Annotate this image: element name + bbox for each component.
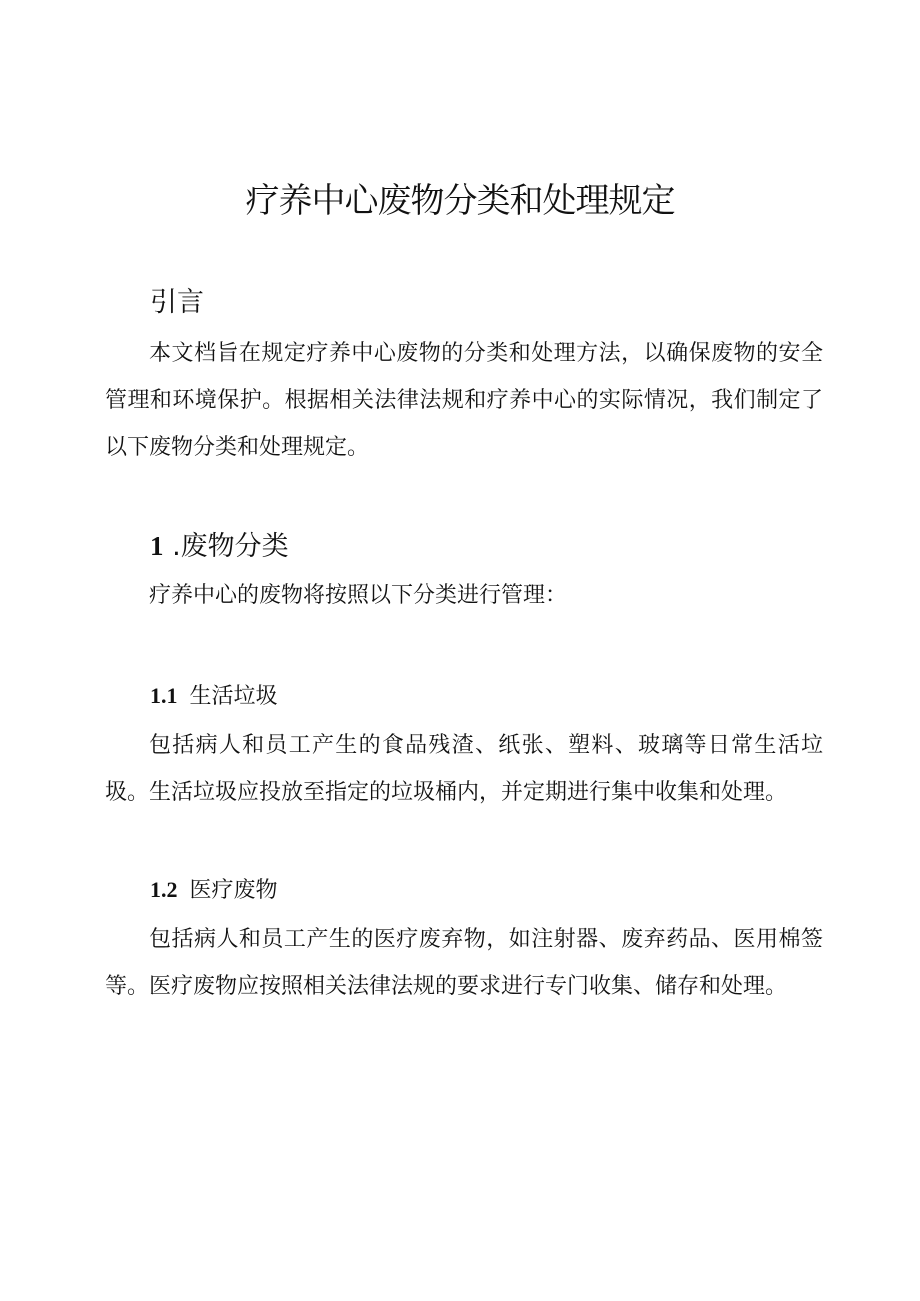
section-1-2-title: 医疗废物 [189, 878, 278, 903]
intro-heading: 引言 [150, 287, 204, 318]
section-1-2-heading [150, 874, 278, 907]
section-1-title: .废物分类 [172, 531, 289, 562]
section-1-1-number: 1.1 [150, 683, 178, 708]
section-1-2-number: 1.2 [150, 877, 178, 902]
section-1-heading [150, 526, 289, 567]
section-1-paragraph: 疗养中心的废物将按照以下分类进行管理： [149, 583, 568, 608]
section-1-1-paragraph: 包括病人和员工产生的食品残渣、纸张、塑料、玻璃等日常生活垃圾。生活垃圾应投放至指定的垃圾桶内，并定期进行集中收集和处理。 [105, 733, 823, 805]
section-1-1-heading [150, 680, 278, 713]
section-1-1-title: 生活垃圾 [189, 684, 278, 709]
intro-paragraph: 本文档旨在规定疗养中心废物的分类和处理方法，以确保废物的安全管理和环境保护。根据相关法律法规和疗养中心的实际情况，我们制定了以下废物分类和处理规定。 [105, 341, 823, 460]
section-1-number: 1 [150, 531, 164, 561]
section-1-2-paragraph: 包括病人和员工产生的医疗废弃物，如注射器、废弃药品、医用棉签等。医疗废物应按照相关法律法规的要求进行专门收集、储存和处理。 [105, 927, 823, 999]
document-title: 疗养中心废物分类和处理规定 [245, 181, 675, 221]
